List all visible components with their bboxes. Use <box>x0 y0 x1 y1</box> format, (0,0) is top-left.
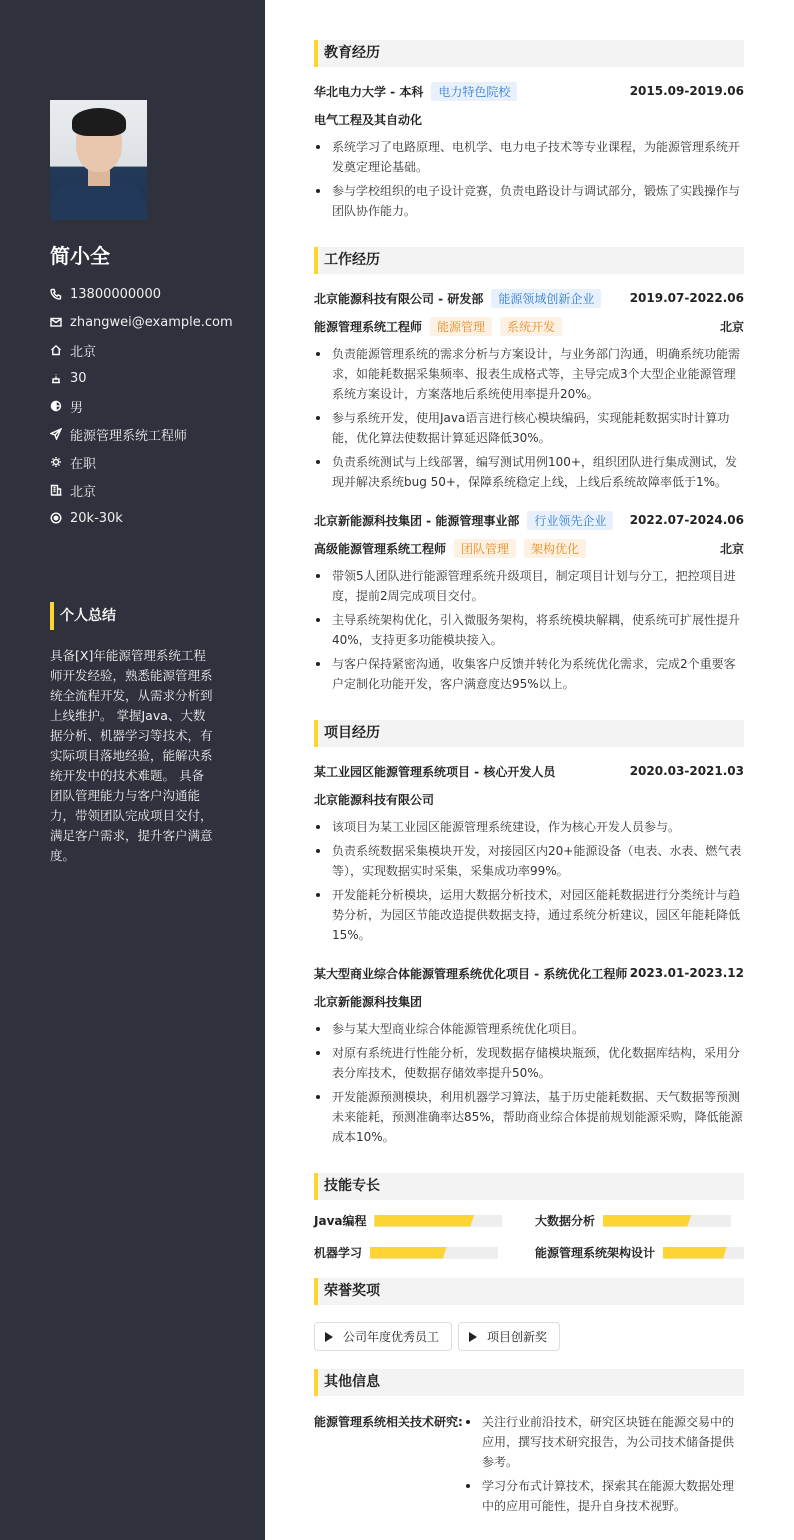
play-icon <box>325 1332 333 1342</box>
award-item: 项目创新奖 <box>458 1322 560 1351</box>
list-item: 该项目为某工业园区能源管理系统建设，作为核心开发人员参与。 <box>314 817 744 837</box>
skill-bar-fill <box>370 1247 447 1259</box>
education-date: 2015.09-2019.06 <box>629 84 744 98</box>
job-date: 2022.07-2024.06 <box>629 513 744 527</box>
section-title-other: 其他信息 <box>314 1369 744 1396</box>
skill-bar-fill <box>603 1215 691 1227</box>
section-title-skills: 技能专长 <box>314 1173 744 1200</box>
summary-text: 具备[X]年能源管理系统工程师开发经验，熟悉能源管理系统全流程开发，从需求分析到上线维护。 掌握Java、大数据分析、机器学习等技术，有实际项目落地经验，能解决系统开发中的技术难题。 具备团队管理能力与客户沟通能力，带领团队完成项目交付，满足客户需求，提升客户满意度。 <box>50 648 213 863</box>
section-title-awards: 荣誉奖项 <box>314 1278 744 1305</box>
project-header <box>314 761 744 781</box>
project-bullets <box>314 1019 744 1147</box>
project-company: 北京能源科技有限公司 <box>314 792 435 807</box>
home-icon <box>50 344 62 356</box>
job-bullets <box>314 566 744 694</box>
list-item: 学习分布式计算技术，探索其在能源大数据处理中的应用可能性，提升自身技术视野。 <box>464 1476 744 1516</box>
role-tag: 团队管理 <box>454 539 516 558</box>
sidebar <box>0 0 265 1540</box>
info-phone: 13800000000 <box>50 280 233 308</box>
contact-info <box>50 280 233 532</box>
company-tag: 行业领先企业 <box>527 511 613 530</box>
role-tag: 系统开发 <box>500 317 562 336</box>
list-item: 关注行业前沿技术，研究区块链在能源交易中的应用，撰写技术研究报告，为公司技术储备提供参考。 <box>464 1412 744 1472</box>
section-title-education: 教育经历 <box>314 40 744 67</box>
other-info <box>314 1412 744 1520</box>
job-role-row <box>314 316 744 336</box>
section-title-projects: 项目经历 <box>314 720 744 747</box>
job-bullets <box>314 344 744 492</box>
phone-icon <box>50 288 62 300</box>
project-name: 某工业园区能源管理系统项目 - 核心开发人员 <box>314 764 556 779</box>
send-icon <box>50 428 62 440</box>
main-content <box>314 40 744 1520</box>
job-header <box>314 288 744 308</box>
list-item: 带领5人团队进行能源管理系统升级项目，制定项目计划与分工，把控项目进度，提前2周完成项目交付。 <box>314 566 744 606</box>
list-item: 开发能耗分析模块，运用大数据分析技术，对园区能耗数据进行分类统计与趋势分析，为园区节能改造提供数据支持，通过系统分析建议，园区年能耗降低15%。 <box>314 885 744 945</box>
list-item: 参与某大型商业综合体能源管理系统优化项目。 <box>314 1019 744 1039</box>
info-status: 在职 <box>50 448 233 476</box>
job-role: 能源管理系统工程师 <box>314 319 423 334</box>
play-icon <box>469 1332 477 1342</box>
company-name: 北京新能源科技集团 - 能源管理事业部 <box>314 513 520 528</box>
company-tag: 能源领域创新企业 <box>491 289 601 308</box>
list-item: 负责系统测试与上线部署，编写测试用例100+，组织团队进行集成测试，发现并解决系统bug 50+，保障系统稳定上线，上线后系统故障率低于1%。 <box>314 452 744 492</box>
education-major: 电气工程及其自动化 <box>314 112 423 127</box>
role-tag: 架构优化 <box>524 539 586 558</box>
list-item: 开发能源预测模块，利用机器学习算法，基于历史能耗数据、天气数据等预测未来能耗，预测准确率达85%，帮助商业综合体提前规划能源采购，降低能源成本10%。 <box>314 1087 744 1147</box>
info-age: 30 <box>50 364 233 392</box>
info-position: 能源管理系统工程师 <box>50 420 233 448</box>
list-item: 系统学习了电路原理、电机学、电力电子技术等专业课程，为能源管理系统开发奠定理论基础。 <box>314 137 744 177</box>
candidate-name: 简小全 <box>50 244 110 268</box>
other-bullets <box>464 1412 744 1520</box>
education-header <box>314 81 744 101</box>
skill-item: 大数据分析 <box>535 1212 731 1229</box>
salary-icon <box>50 512 62 524</box>
project-header <box>314 963 744 983</box>
summary-title: 个人总结 <box>50 602 116 630</box>
skill-item: 能源管理系统架构设计 <box>535 1244 744 1261</box>
job-city: 北京 <box>719 541 744 556</box>
skill-item: 机器学习 <box>314 1244 498 1261</box>
job-date: 2019.07-2022.06 <box>629 291 744 305</box>
age-icon <box>50 372 62 384</box>
info-email: zhangwei@example.com <box>50 308 233 336</box>
education-bullets <box>314 137 744 221</box>
award-item: 公司年度优秀员工 <box>314 1322 452 1351</box>
list-item: 负责系统数据采集模块开发，对接园区内20+能源设备（电表、水表、燃气表等），实现数据实时采集，采集成功率99%。 <box>314 841 744 881</box>
project-company: 北京新能源科技集团 <box>314 994 423 1009</box>
skill-bar-fill <box>374 1215 474 1227</box>
list-item: 参与学校组织的电子设计竞赛，负责电路设计与调试部分，锻炼了实践操作与团队协作能力。 <box>314 181 744 221</box>
role-tag: 能源管理 <box>430 317 492 336</box>
job-city: 北京 <box>719 319 744 334</box>
list-item: 与客户保持紧密沟通，收集客户反馈并转化为系统优化需求，完成2个重要客户定制化功能开发，客户满意度达95%以上。 <box>314 654 744 694</box>
gender-icon <box>50 400 62 412</box>
project-name: 某大型商业综合体能源管理系统优化项目 - 系统优化工程师 <box>314 966 628 981</box>
job-role-row <box>314 538 744 558</box>
skill-item: Java编程 <box>314 1212 502 1229</box>
job-header <box>314 510 744 530</box>
list-item: 参与系统开发，使用Java语言进行核心模块编码，实现能耗数据实时计算功能，优化算法使数据计算延迟降低30%。 <box>314 408 744 448</box>
status-icon <box>50 456 62 468</box>
project-date: 2020.03-2021.03 <box>629 764 744 778</box>
awards-list <box>314 1322 744 1351</box>
section-title-work: 工作经历 <box>314 247 744 274</box>
info-work-city: 北京 <box>50 476 233 504</box>
list-item: 主导系统架构优化，引入微服务架构，将系统模块解耦，使系统可扩展性提升40%，支持更多功能模块接入。 <box>314 610 744 650</box>
school-tag: 电力特色院校 <box>431 82 517 101</box>
profile-photo <box>50 100 147 220</box>
skill-bar-fill <box>663 1247 727 1259</box>
info-city: 北京 <box>50 336 233 364</box>
info-gender: 男 <box>50 392 233 420</box>
mail-icon <box>50 316 62 328</box>
list-item: 对原有系统进行性能分析，发现数据存储模块瓶颈，优化数据库结构，采用分表分库技术，使数据存储效率提升50%。 <box>314 1043 744 1083</box>
building-icon <box>50 484 62 496</box>
list-item: 负责能源管理系统的需求分析与方案设计，与业务部门沟通，明确系统功能需求，如能耗数据采集频率、报表生成格式等，主导完成3个大型企业能源管理系统方案设计，方案落地后系统使用率提升20%。 <box>314 344 744 404</box>
school-name: 华北电力大学 - 本科 <box>314 84 424 99</box>
company-name: 北京能源科技有限公司 - 研发部 <box>314 291 484 306</box>
other-label: 能源管理系统相关技术研究: <box>314 1415 463 1429</box>
project-date: 2023.01-2023.12 <box>629 966 744 980</box>
skills-grid <box>314 1212 744 1272</box>
info-salary: 20k-30k <box>50 504 233 532</box>
project-bullets <box>314 817 744 945</box>
job-role: 高级能源管理系统工程师 <box>314 541 447 556</box>
